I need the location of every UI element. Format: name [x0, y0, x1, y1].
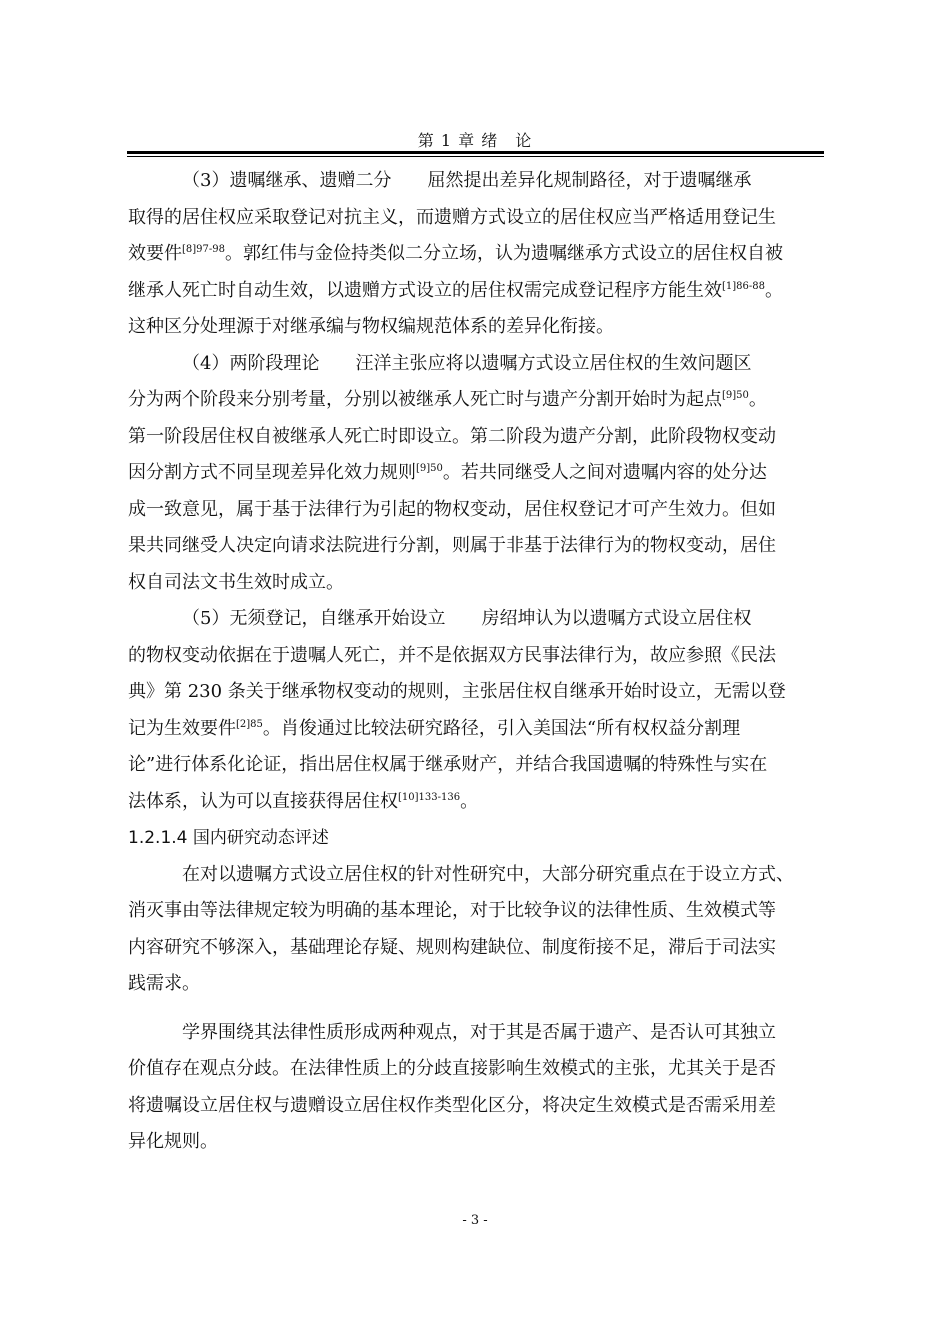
section-heading: 1.2.1.4 国内研究动态评述	[128, 828, 329, 848]
text-line: 分为两个阶段来分别考量，分别以被继承人死亡时与遗产分割开始时为起点$^{[9]50}$。	[128, 389, 767, 410]
text-line: 效要件$^{[8]97-98}$。郭红伟与金俭持类似二分立场，认为遗嘱继承方式设立的居住权自被	[128, 243, 783, 264]
text-line: 践需求。	[128, 973, 200, 994]
header-rule-thin	[127, 156, 824, 157]
text-line: 在对以遗嘱方式设立居住权的针对性研究中，大部分研究重点在于设立方式、	[182, 863, 794, 885]
text-line: 这种区分处理源于对继承编与物权编规范体系的差异化衔接。	[128, 316, 614, 337]
text-line: 因分割方式不同呈现差异化效力规则$^{[9]50}$。若共同继受人之间对遗嘱内容的处分达	[128, 462, 767, 483]
text-line: 法体系，认为可以直接获得居住权$^{[10]133-136}$。	[128, 790, 479, 812]
body-text	[128, 163, 828, 1161]
text-line: 记为生效要件$^{[2]85}$。肖俊通过比较法研究路径，引入美国法“所有权权益分割理	[128, 717, 741, 739]
text-line: （5）无须登记，自继承开始设立 房绍坤认为以遗嘱方式设立居住权	[182, 608, 752, 629]
text-line: 典》第 230 条关于继承物权变动的规则，主张居住权自继承开始时设立，无需以登	[128, 681, 786, 702]
text-line: 取得的居住权应采取登记对抗主义，而遗赠方式设立的居住权应当严格适用登记生	[128, 206, 776, 228]
text-line: 成一致意见，属于基于法律行为引起的物权变动，居住权登记才可产生效力。但如	[128, 498, 776, 520]
text-line: （3）遗嘱继承、遗赠二分 屈然提出差异化规制路径，对于遗嘱继承	[182, 170, 752, 191]
text-line: 消灭事由等法律规定较为明确的基本理论，对于比较争议的法律性质、生效模式等	[128, 900, 776, 921]
text-line: 继承人死亡时自动生效，以遗赠方式设立的居住权需完成登记程序方能生效$^{[1]86-88}$。	[128, 279, 783, 301]
citation: [9]50	[722, 390, 749, 401]
text-line: 价值存在观点分歧。在法律性质上的分歧直接影响生效模式的主张，尤其关于是否	[128, 1058, 776, 1079]
text-line: 内容研究不够深入，基础理论存疑、规则构建缺位、制度衔接不足，滞后于司法实	[128, 936, 776, 958]
page-number: - 3 -	[462, 1213, 488, 1228]
paragraph-gap	[128, 1003, 828, 1015]
text-line: 将遗嘱设立居住权与遗赠设立居住权作类型化区分，将决定生效模式是否需采用差	[128, 1094, 776, 1116]
text-line: 果共同继受人决定向请求法院进行分割，则属于非基于法律行为的物权变动，居住	[128, 535, 776, 556]
text-line: 的物权变动依据在于遗嘱人死亡，并不是依据双方民事法律行为，故应参照《民法	[128, 644, 776, 666]
text-line: 异化规则。	[128, 1131, 218, 1152]
header-rule-thick	[127, 151, 824, 154]
text-line: 第一阶段居住权自被继承人死亡时即设立。第二阶段为遗产分割，此阶段物权变动	[128, 425, 776, 447]
citation: [8]97-98	[182, 244, 225, 255]
text-line: 权自司法文书生效时成立。	[128, 571, 344, 593]
citation: [2]85	[236, 718, 263, 730]
citation: [10]133-136	[398, 791, 461, 803]
text-line: 论”进行体系化论证，指出居住权属于继承财产，并结合我国遗嘱的特殊性与实在	[128, 754, 768, 775]
running-header: 第 1 章 绪 论	[417, 131, 533, 150]
citation: [1]86-88	[722, 280, 765, 292]
text-line: 学界围绕其法律性质形成两种观点，对于其是否属于遗产、是否认可其独立	[182, 1021, 776, 1043]
text-line: （4）两阶段理论 汪洋主张应将以遗嘱方式设立居住权的生效问题区	[182, 352, 752, 374]
citation: [9]50	[416, 463, 443, 474]
